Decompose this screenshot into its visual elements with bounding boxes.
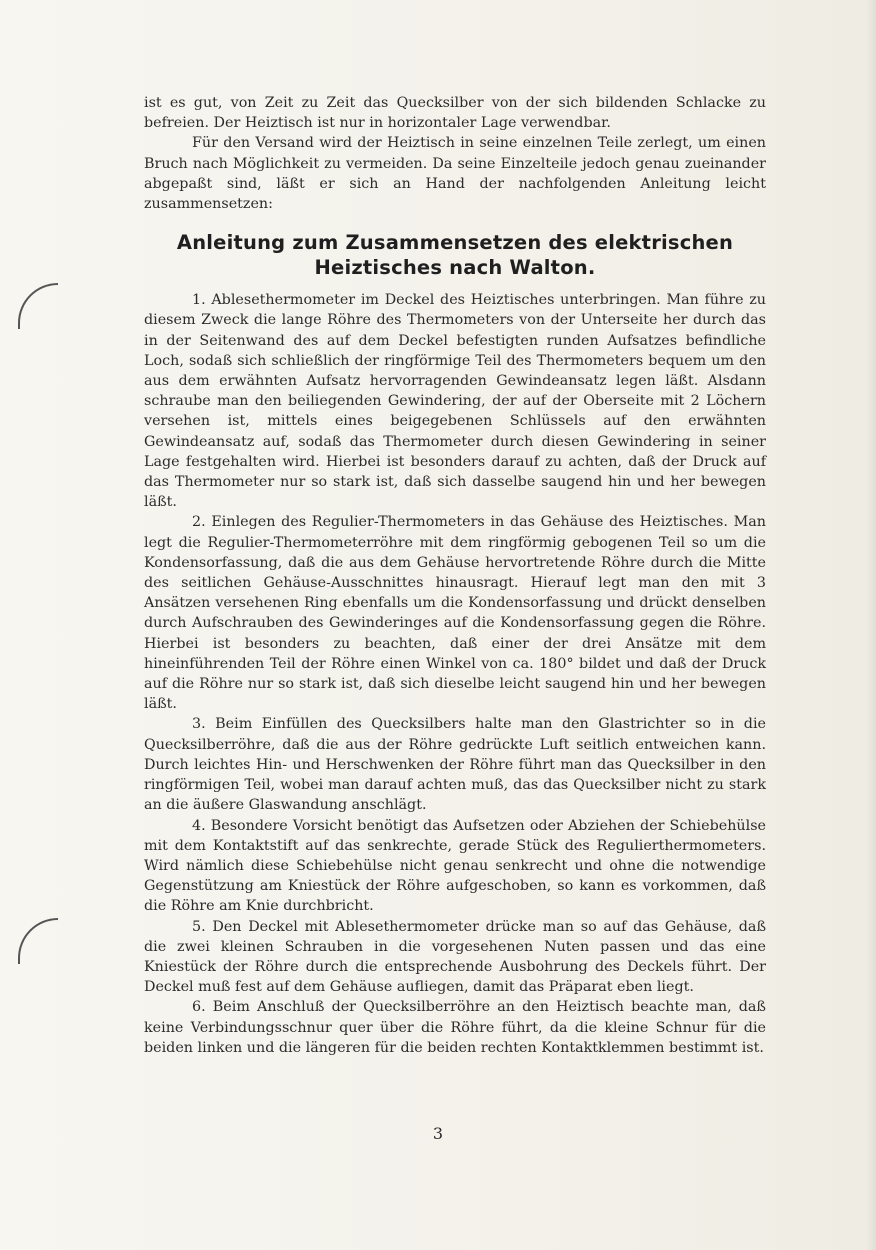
step-4-paragraph: 4. Besondere Vorsicht benötigt das Aufsetzen oder Abziehen der Schiebehülse mit dem Kontaktstift auf das senkrechte, gerade Stück des Regulierthermometers. Wird nämlich diese Schiebehülse nicht genau senkrecht und ohne die notwendige Gegenstützung am Kniestück der Röhre aufgeschoben, so kann es vorkommen, daß die Röhre am Knie durchbricht. xyxy=(144,817,766,915)
body-text xyxy=(144,93,766,1058)
step-3-paragraph: 3. Beim Einfüllen des Quecksilbers halte man den Glastrichter so in die Quecksilberröhre, daß die aus der Röhre gedrückte Luft seitlich entweichen kann. Durch leichtes Hin- und Herschwenken der Röhre führt man das Quecksilber in den ringförmigen Teil, wobei man darauf achten muß, das das Quecksilber nicht zu stark an die äußere Glaswandung anschlägt. xyxy=(144,716,766,814)
page-edge-shadow xyxy=(866,0,876,1250)
page-number: 3 xyxy=(432,1124,444,1143)
punch-hole-lower xyxy=(18,918,58,964)
intro-paragraph-shipping: Für den Versand wird der Heiztisch in seine einzelnen Teile zerlegt, um einen Bruch nach Möglichkeit zu vermeiden. Da seine Einzelteile jedoch genau zueinander abgepaßt sind, läßt er sich an Hand der nachfolgenden Anleitung leicht zusammensetzen: xyxy=(144,135,766,213)
intro-paragraph-continuation: ist es gut, von Zeit zu Zeit das Quecksilber von der sich bildenden Schlacke zu befreien. Der Heiztisch ist nur in horizontaler Lage verwendbar. xyxy=(144,95,766,132)
step-5-paragraph: 5. Den Deckel mit Ablesethermometer drücke man so auf das Gehäuse, daß die zwei kleinen Schrauben in die vorgesehenen Nuten passen und das eine Kniestück der Röhre durch die entsprechende Ausbohrung des Deckels führt. Der Deckel muß fest auf dem Gehäuse aufliegen, damit das Präparat eben liegt. xyxy=(144,918,766,996)
section-heading xyxy=(144,230,766,280)
step-2-paragraph: 2. Einlegen des Regulier-Thermometers in das Gehäuse des Heiztisches. Man legt die Regulier-Thermometerröhre mit dem ringförmig gebogenen Teil so um die Kondensorfassung, daß die aus dem Gehäuse hervortretende Röhre durch die Mitte des seitlichen Gehäuse-Ausschnittes hinausragt. Hierauf legt man den mit 3 Ansätzen versehenen Ring ebenfalls um die Kondensorfassung und drückt denselben durch Aufschrauben des Gewinderinges auf die Kondensorfassung gegen die Röhre. Hierbei ist besonders zu beachten, daß einer der drei Ansätze mit dem hineinführenden Teil der Röhre einen Winkel von ca. 180° bildet und daß der Druck auf die Röhre nur so stark ist, daß sich dieselbe leicht saugend hin und her bewegen läßt. xyxy=(144,514,766,713)
section-heading-line-2: Heiztisches nach Walton. xyxy=(314,256,596,280)
section-heading-line-1: Anleitung zum Zusammensetzen des elektrischen xyxy=(176,231,734,255)
step-1-paragraph: 1. Ablesethermometer im Deckel des Heiztisches unterbringen. Man führe zu diesem Zweck die lange Röhre des Thermometers von der Unterseite her durch das in der Seitenwand des auf dem Deckel befestigten runden Aufsatzes befindliche Loch, sodaß sich schließlich der ringförmige Teil des Thermometers bequem um den aus dem erwähnten Aufsatz hervorragenden Gewindeansatz legen läßt. Alsdann schraube man den beiliegenden Gewindering, der auf der Oberseite mit 2 Löchern versehen ist, mittels eines beigegebenen Schlüssels auf den erwähnten Gewindeansatz auf, sodaß das Thermometer durch diesen Gewindering in seiner Lage festgehalten wird. Hierbei ist besonders darauf zu achten, daß der Druck auf das Thermometer nur so stark ist, daß sich dasselbe saugend hin und her bewegen läßt. xyxy=(144,292,766,511)
punch-hole-upper xyxy=(18,283,58,329)
step-6-paragraph: 6. Beim Anschluß der Quecksilberröhre an den Heiztisch beachte man, daß keine Verbindungsschnur quer über die Röhre führt, da die kleine Schnur für die beiden linken und die längeren für die beiden rechten Kontaktklemmen bestimmt ist. xyxy=(144,999,766,1056)
